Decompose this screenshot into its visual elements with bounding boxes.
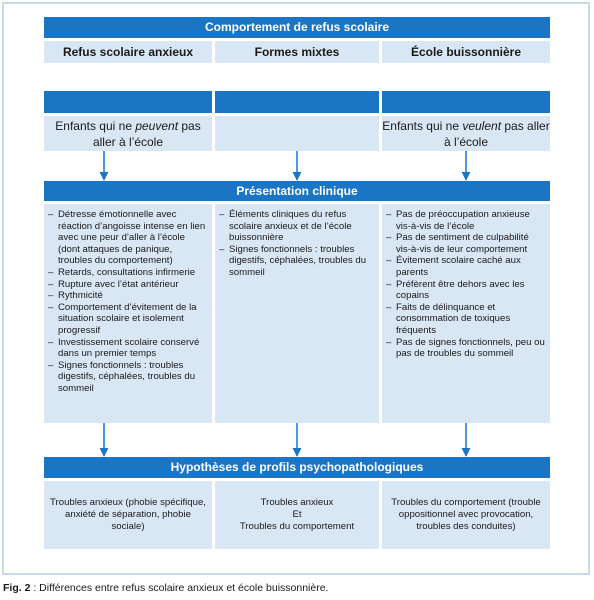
diagram-title: Comportement de refus scolaire (44, 17, 550, 38)
list-item: – Signes fonctionnels : troubles digestifs, céphalées, troubles du sommeil (48, 360, 208, 395)
list-item: – Préfèrent être dehors avec les copains (386, 279, 546, 302)
list-item: – Pas de signes fonctionnels, peu ou pas de troubles du sommeil (386, 337, 546, 360)
figure-caption (3, 582, 328, 594)
lead-left-pre: Enfants qui ne (55, 119, 136, 133)
list-item: – Pas de préoccupation anxieuse vis-à-vis de l’école (386, 209, 546, 232)
profile-left-text: Troubles anxieux (phobie spécifique, anxiété de séparation, phobie sociale) (50, 497, 206, 532)
list-item: – Faits de délinquance et consommation de toxiques fréquents (386, 302, 546, 337)
lead-right-pre: Enfants qui ne (382, 119, 463, 133)
list-item: – Comportement d’évitement de la situation scolaire et isolement progressif (48, 302, 208, 337)
column-header-anxious: Refus scolaire anxieux (44, 41, 212, 63)
column-header-mixed: Formes mixtes (215, 41, 379, 63)
hypotheses-header: Hypothèses de profils psychopathologiques (44, 457, 550, 478)
list-item: – Investissement scolaire conservé dans un premier temps (48, 337, 208, 360)
caption-text: : Différences entre refus scolaire anxieux et école buissonnière. (30, 582, 329, 594)
list-item: – Retards, consultations infirmerie (48, 267, 208, 279)
lead-left-emphasis: peuvent (135, 119, 179, 133)
list-item: – Éléments cliniques du refus scolaire anxieux et de l’école buissonnière (219, 209, 375, 244)
list-item: – Rythmicité (48, 290, 208, 302)
lead-right-post: pas aller à l’école (443, 119, 550, 149)
column-header-truancy: École buissonnière (382, 41, 550, 63)
caption-label: Fig. 2 (3, 582, 31, 594)
list-item: – Détresse émotionnelle avec réaction d’angoisse intense en lien avec une peur d’aller à l’école (dont attaques de panique, troubles du comportement) (48, 209, 208, 267)
profile-right-text: Troubles du comportement (trouble oppositionnel avec provocation, troubles des conduites) (391, 497, 541, 532)
list-item: – Rupture avec l’état antérieur (48, 279, 208, 291)
list-item: – Signes fonctionnels : troubles digestifs, céphalées, troubles du sommeil (219, 244, 375, 279)
presentation-header: Présentation clinique (44, 181, 550, 201)
profile-middle-line: Troubles anxieux (260, 497, 334, 508)
lead-left-post: pas aller à l’école (92, 119, 201, 149)
list-item: – Évitement scolaire caché aux parents (386, 255, 546, 278)
profile-middle-line: Et (292, 509, 302, 520)
lead-right-emphasis: veulent (462, 119, 502, 133)
list-item: – Pas de sentiment de culpabilité vis-à-vis de leur comportement (386, 232, 546, 255)
profile-middle-line: Troubles du comportement (239, 521, 355, 532)
